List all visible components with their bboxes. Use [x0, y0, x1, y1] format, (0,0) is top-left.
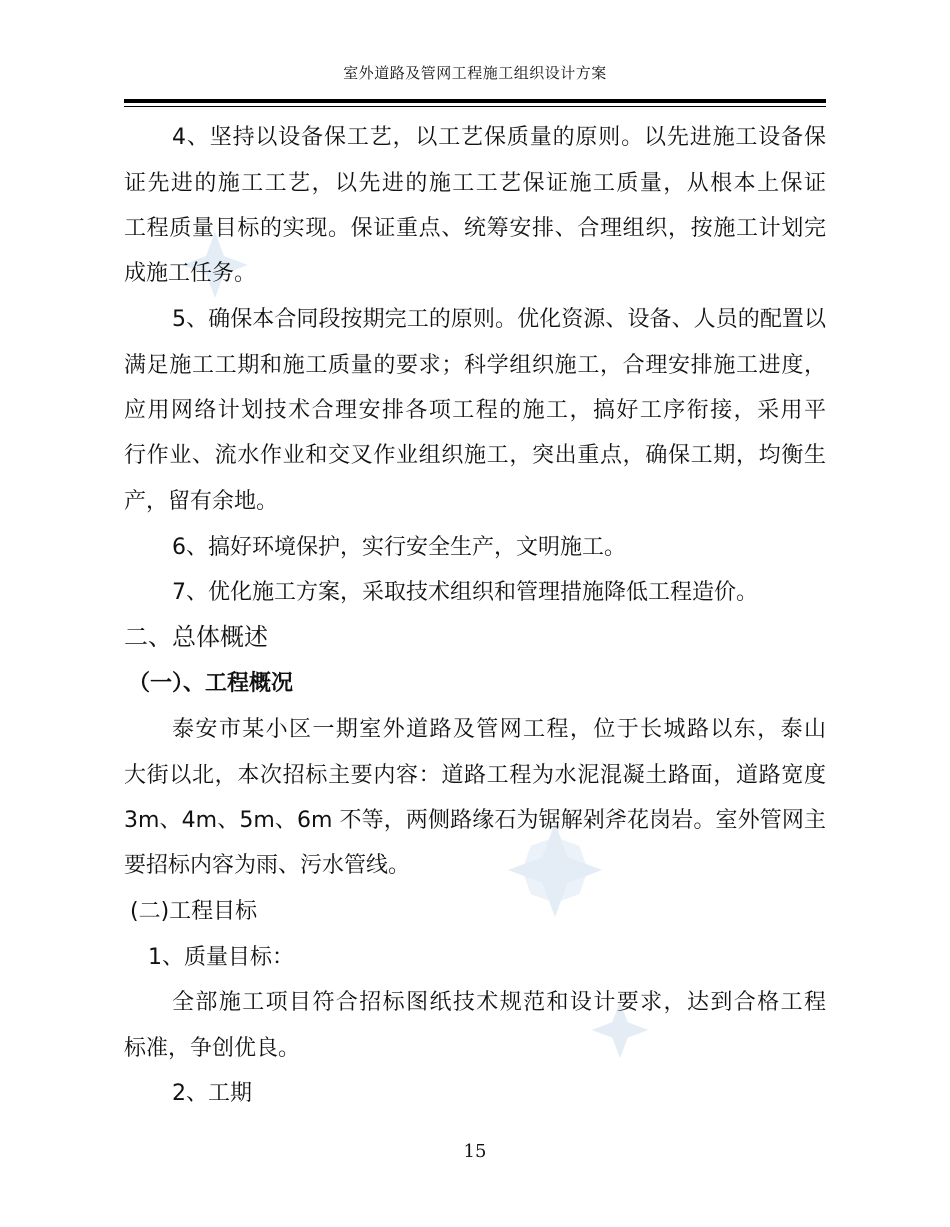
paragraph-4-line-3: 工程质量目标的实现。保证重点、统筹安排、合理组织，按施工计划完: [124, 216, 826, 241]
paragraph-6: 6、搞好环境保护，实行安全生产，文明施工。: [172, 535, 626, 560]
page-header-title: 室外道路及管网工程施工组织设计方案: [343, 64, 607, 82]
header-rule-thick: [124, 99, 826, 103]
paragraph-5-line-4: 行作业、流水作业和交叉作业组织施工，突出重点，确保工期，均衡生: [124, 443, 826, 468]
section-2-heading: 二、总体概述: [124, 623, 268, 651]
quality-target-heading: 1、质量目标：: [148, 945, 294, 970]
subsection-1-heading: （一）、工程概况: [128, 671, 294, 696]
quality-line-1: 全部施工项目符合招标图纸技术规范和设计要求，达到合格工程: [172, 990, 826, 1015]
watermark-emblem-middle: [505, 820, 605, 920]
schedule-heading: 2、工期: [172, 1081, 252, 1106]
paragraph-7: 7、优化施工方案，采取技术组织和管理措施降低工程造价。: [172, 580, 758, 605]
paragraph-5-line-3: 应用网络计划技术合理安排各项工程的施工，搞好工序衔接，采用平: [124, 398, 826, 423]
paragraph-5-line-5: 产，留有余地。: [124, 489, 279, 514]
paragraph-5-line-2: 满足施工工期和施工质量的要求；科学组织施工，合理安排施工进度，: [124, 353, 826, 378]
paragraph-4-line-4: 成施工任务。: [124, 261, 257, 286]
overview-line-2: 大街以北，本次招标主要内容：道路工程为水泥混凝土路面，道路宽度: [124, 763, 826, 788]
subsection-2-heading: (二)工程目标: [130, 899, 258, 924]
overview-line-1: 泰安市某小区一期室外道路及管网工程，位于长城路以东，泰山: [172, 717, 826, 742]
paragraph-4-line-2: 证先进的施工工艺，以先进的施工工艺保证施工质量，从根本上保证: [124, 171, 826, 196]
quality-line-2: 标准，争创优良。: [124, 1036, 301, 1061]
overview-line-4: 要招标内容为雨、污水管线。: [124, 853, 411, 878]
header-rule-thin: [124, 106, 826, 107]
paragraph-5-line-1: 5、确保本合同段按期完工的原则。优化资源、设备、人员的配置以: [172, 307, 826, 332]
overview-line-3: 3m、4m、5m、6m 不等，两侧路缘石为锯解剁斧花岗岩。室外管网主: [124, 808, 826, 833]
paragraph-4-line-1: 4、坚持以设备保工艺，以工艺保质量的原则。以先进施工设备保: [172, 125, 826, 150]
page-number: 15: [463, 1141, 487, 1162]
